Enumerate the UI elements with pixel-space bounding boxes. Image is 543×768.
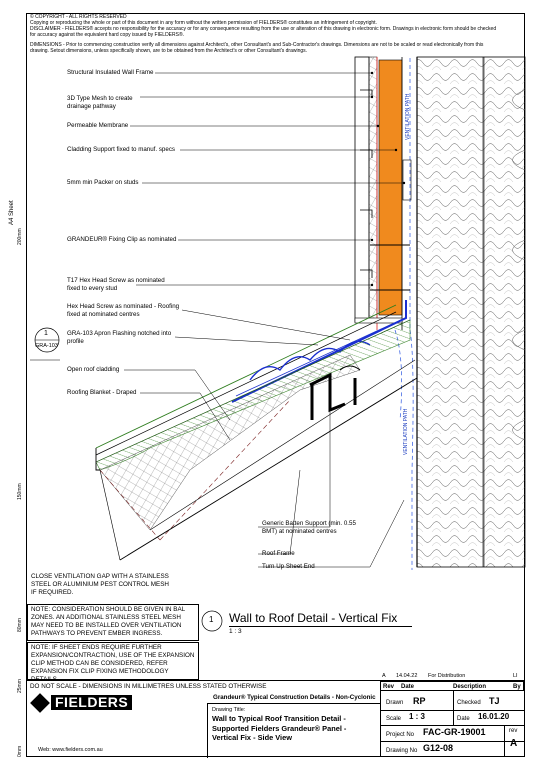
revision-letter: A (510, 738, 518, 749)
reference-code: GRA-103 (35, 343, 58, 349)
label-packer: 5mm min Packer on studs (67, 179, 139, 186)
revision-row: A 14.04.22 For Distribution LI (382, 673, 518, 679)
ventilation-path-label-lower: VENTILATION PATH (403, 408, 409, 455)
copyright-text: Copying or reproducing the whole or part of this document in any form without the written permission of FIELDERS® constitutes an infringement of copyright. (30, 20, 377, 26)
fielders-logo: FIELDERS (27, 690, 127, 716)
scale-mark-0: 0mm (17, 745, 23, 757)
label-cladding-support: Cladding Support fixed to manuf. specs (67, 146, 176, 153)
drawn-by: RP (413, 696, 426, 706)
website: Web: www.fielders.com.au (38, 747, 103, 753)
scale-mark-25: 25mm (17, 679, 23, 693)
revision-headers: Rev Date Description By (380, 681, 524, 691)
scale-mark-200: 200mm (17, 228, 23, 245)
copyright-heading: © COPYRIGHT - ALL RIGHTS RESERVED (30, 14, 127, 20)
label-open-roof-cladding: Open roof cladding (67, 366, 120, 373)
scale-mark-80: 80mm (17, 618, 23, 632)
label-batten-support: Generic Batten Support (min. 0.55 BMT) at nominated centres (262, 520, 356, 535)
drawing-title: Wall to Typical Roof Transition Detail - Supported Fielders Grandeur® Panel - Vertical Fix - Side View (212, 714, 347, 742)
ventilation-path-label-upper: VENTILATION PATH (405, 93, 411, 140)
drainage-mesh (369, 57, 377, 319)
label-turn-up-sheet-end: Turn Up Sheet End (262, 563, 315, 570)
cladding-support-orange (379, 60, 402, 315)
note-bal-zones: NOTE: CONSIDERATION SHOULD BE GIVEN IN BAL ZONES. AN ADDITIONAL STAINLESS STEEL MESH MAY NEED TO BE INSTALLED OVER VENTILATION PATHWAYS TO PREVENT EMBER INGRESS. (27, 604, 199, 641)
dimensions-text: DIMENSIONS - Prior to commencing construction verify all dimensions against Architect's, other Consultant's and Sub-Contractor's drawings. Dimensions are not to be scaled or read electronically from this drawing. Setout dimensions, unless specifically shown, are to be obtained from the Architect's or other Consultant's drawings. (30, 42, 484, 54)
detail-reference-bubble[interactable] (33, 327, 61, 353)
title-info-grid: Drawn RP Checked TJ Scale 1 : 3 Date 16.01.20 Project No FAC-GR-19001 rev Drawing No G12-08 A (380, 691, 525, 757)
label-roof-frame: Roof Frame (262, 550, 295, 557)
drawing-number: G12-08 (423, 743, 454, 753)
detail-title: Wall to Roof Detail - Vertical Fix (229, 611, 398, 625)
label-membrane: Permeable Membrane (67, 122, 129, 129)
drawing-title-cell: Drawing Title: Wall to Typical Roof Transition Detail - Supported Fielders Grandeur® Panel - Vertical Fix - Side View (207, 703, 381, 758)
detail-number-bubble: 1 (201, 610, 223, 632)
label-siw-frame: Structural Insulated Wall Frame (67, 69, 154, 76)
sheet-size-label: A4 Sheet (9, 200, 15, 225)
scale-value: 1 : 3 (409, 712, 426, 721)
note-expansion: NOTE: IF SHEET ENDS REQUIRE FURTHER EXPANSION/CONTRACTION, USE OF THE EXPANSION CLIP METHOD CAN BE CONSIDERED, REFER EXPANSION FIX CLIP FIXING METHODOLOGY (27, 642, 199, 680)
disclaimer-text: DISCLAIMER - FIELDERS® accepts no responsibility for the accuracy or for any consequence resulting from the use or alteration of this drawing in electronic form. Drawings in electronic form should be checked for accuracy against the equivalent hard copy issued by FIELDERS®. (30, 26, 497, 38)
label-t17-screw: T17 Hex Head Screw as nominated fixed to every stud (67, 277, 165, 292)
label-hex-head-screw: Hex Head Screw as nominated - Roofing fixed at nominated centres (67, 303, 180, 318)
label-roofing-blanket: Roofing Blanket - Draped (67, 389, 137, 396)
date-value: 16.01.20 (478, 712, 510, 721)
project-number: FAC-GR-19001 (423, 727, 486, 737)
label-gra103-flashing: GRA-103 Apron Flashing notched into profile (67, 330, 172, 345)
do-not-scale-note: DO NOT SCALE - DIMENSIONS IN MILLIMETRES UNLESS STATED OTHERWISE (30, 683, 267, 690)
label-fixing-clip: GRANDEUR® Fixing Clip as nominated (67, 236, 177, 243)
reference-number: 1 (44, 330, 48, 337)
checked-by: TJ (489, 696, 500, 706)
insulation-core (417, 57, 525, 567)
label-drainage-mesh: 3D Type Mesh to create drainage pathway (67, 95, 133, 110)
series-title: Grandeur® Typical Construction Details - Non-Cyclonic (213, 694, 376, 701)
note-ventilation-gap: CLOSE VENTILATION GAP WITH A STAINLESS STEEL OR ALUMINIUM PEST CONTROL MESH IF REQUIRED. (28, 572, 176, 604)
detail-scale: 1 : 3 (229, 628, 242, 635)
scale-mark-150: 150mm (17, 483, 23, 500)
